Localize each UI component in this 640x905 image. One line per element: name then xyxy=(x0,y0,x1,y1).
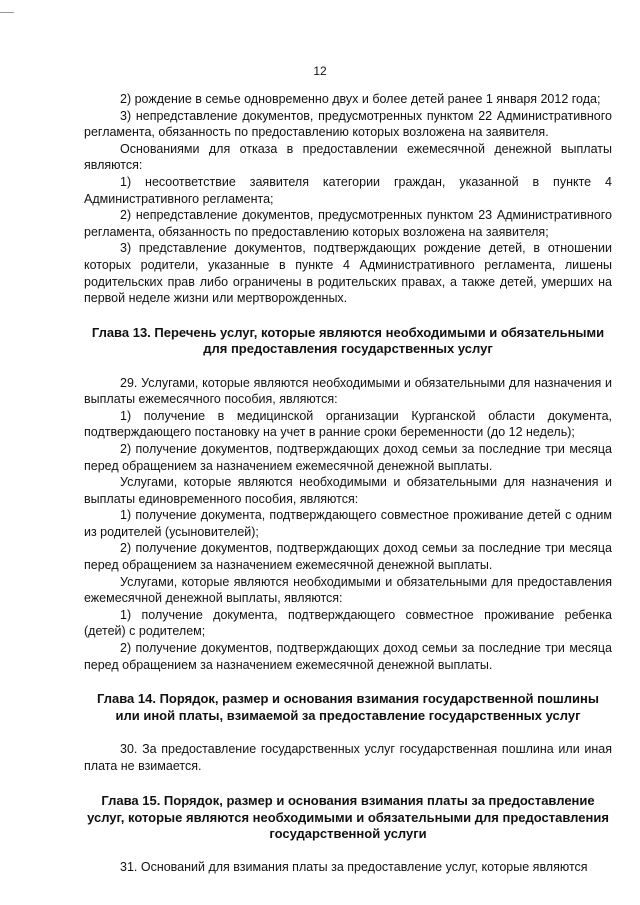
paragraph: 2) получение документов, подтверждающих доход семьи за последние три месяца перед обращением за назначением ежемесячной денежной выплаты. xyxy=(84,541,612,573)
paragraph: 31. Оснований для взимания платы за предоставление услуг, которые являются xyxy=(120,860,588,875)
paragraph: 3) непредставление документов, предусмотренных пунктом 22 Административного регламента, обязанность по предоставлению которых возложена на заявителя. xyxy=(84,108,612,140)
paragraph: 2) непредставление документов, предусмотренных пунктом 23 Административного регламента, обязанность по предоставлению которых возложена на заявителя; xyxy=(84,208,612,239)
paragraph: 1) получение в медицинской организации Курганской области документа, подтверждающего постановку на учет в ранние сроки беременности (до 12 недель); xyxy=(84,408,612,440)
paragraph: 2) получение документов, подтверждающих доход семьи за последние три месяца перед обращением за назначением ежемесячной денежной выплаты. xyxy=(84,641,612,672)
paragraph: 29. Услугами, которые являются необходимыми и обязательными для назначения и выплаты ежемесячного пособия, являются: xyxy=(84,375,612,407)
paragraph: Услугами, которые являются необходимыми и обязательными для предоставления ежемесячной денежной выплаты, являются: xyxy=(84,574,612,606)
chapter-13 xyxy=(84,325,612,674)
section-refusal-grounds xyxy=(84,91,612,307)
paragraph: 2) получение документов, подтверждающих доход семьи за последние три месяца перед обращением за назначением ежемесячной денежной выплаты. xyxy=(84,441,612,473)
paragraph: 1) получение документа, подтверждающего совместное проживание ребенка (детей) с родителем; xyxy=(84,607,612,639)
paragraph: Основаниями для отказа в предоставлении ежемесячной денежной выплаты являются: xyxy=(84,141,612,173)
chapter-heading: Глава 14. Порядок, размер и основания взимания государственной пошлины или иной платы, взимаемой за предоставление государственных услуг xyxy=(97,691,599,723)
paragraph: 2) рождение в семье одновременно двух и более детей ранее 1 января 2012 года; xyxy=(120,92,601,106)
chapter-15 xyxy=(84,793,612,876)
chapter-heading: Глава 13. Перечень услуг, которые являются необходимыми и обязательными для предоставления государственных услуг xyxy=(91,324,605,357)
paragraph: 1) получение документа, подтверждающего совместное проживание детей с одним из родителей (усыновителей); xyxy=(84,508,612,539)
page-number: 12 xyxy=(313,64,327,78)
document-page xyxy=(84,91,612,876)
paragraph: 3) представление документов, подтверждающих рождение детей, в отношении которых родители, указанные в пункте 4 Административного регламента, лишены родительских прав либо ограничены в родительских правах, а также детей, умерших на первой неделе жизни или мертворожденных. xyxy=(84,241,612,306)
chapter-14 xyxy=(84,691,612,774)
paragraph: 1) несоответствие заявителя категории граждан, указанной в пункте 4 Административного регламента; xyxy=(84,174,612,206)
paragraph: 30. За предоставление государственных услуг государственная пошлина или иная плата не взимается. xyxy=(84,742,612,773)
chapter-heading: Глава 15. Порядок, размер и основания взимания платы за предоставление услуг, которые являются необходимыми и обязательными для предоставления государственной услуги xyxy=(87,793,609,842)
scan-corner-mark xyxy=(0,12,14,13)
paragraph: Услугами, которые являются необходимыми и обязательными для назначения и выплаты единовременного пособия, являются: xyxy=(84,475,612,506)
